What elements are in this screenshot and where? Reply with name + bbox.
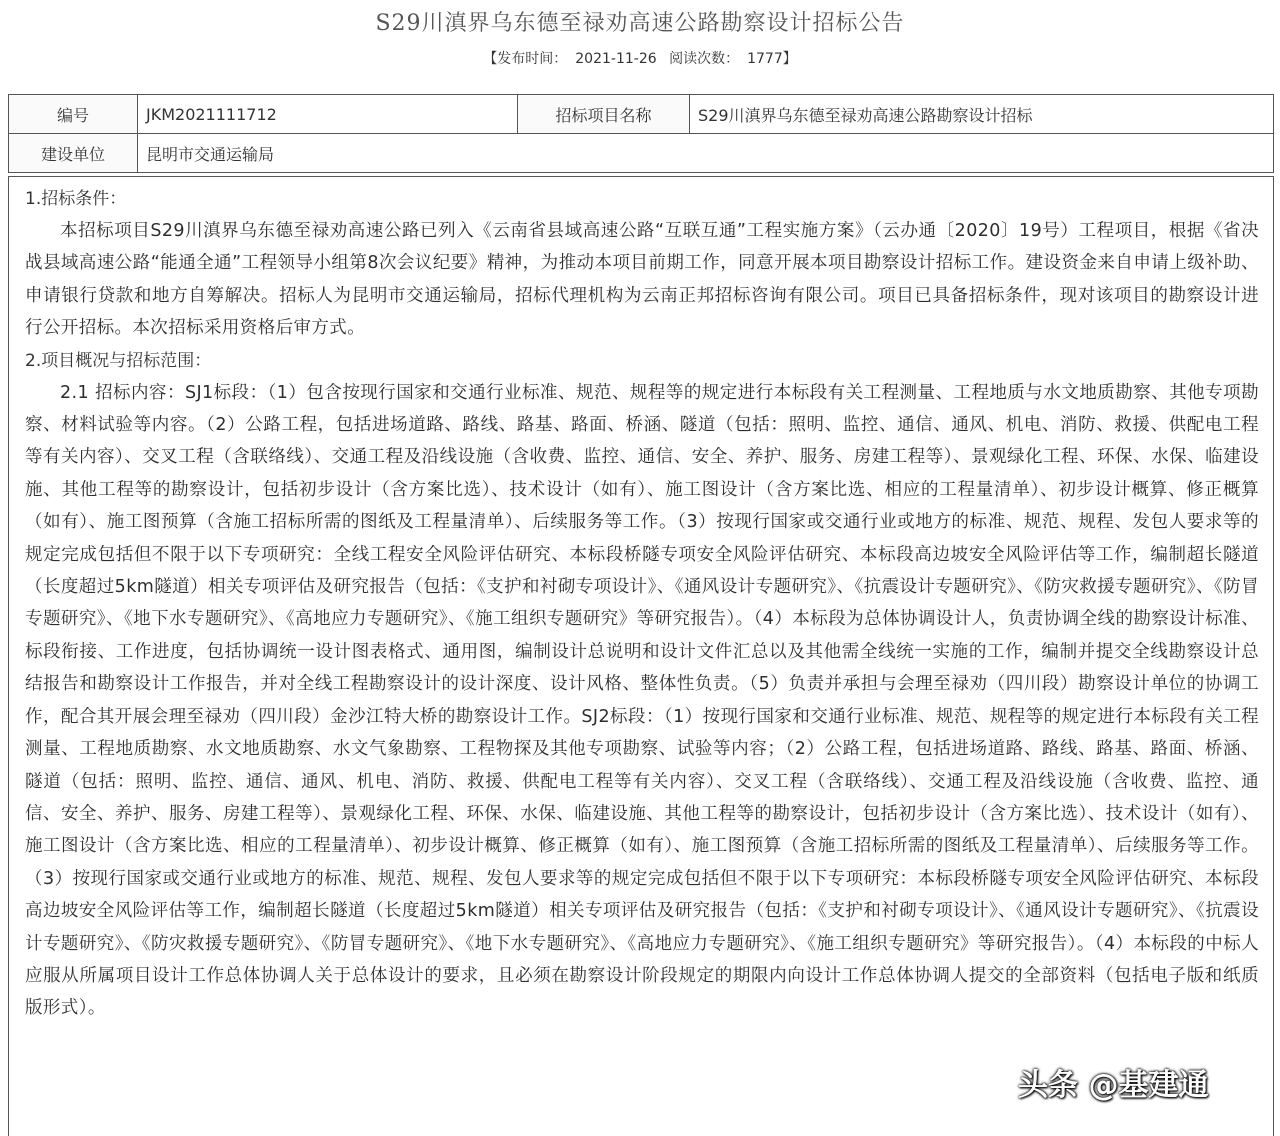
- publish-label: 【发布时间：: [483, 51, 568, 67]
- table-row: [9, 134, 1274, 173]
- project-value: S29川滇界乌东德至禄劝高速公路勘察设计招标: [690, 95, 1274, 134]
- project-label: 招标项目名称: [518, 95, 690, 134]
- section-2-text: 2.1 招标内容：SJ1标段：（1）包含按现行国家和交通行业标准、规范、规程等的规定进行本标段有关工程测量、工程地质与水文地质勘察、其他专项勘察、材料试验等内容。（2）公路工程，包括进场道路、路线、路基、路面、桥涵、隧道（包括：照明、监控、通信、通风、机电、消防、救援、供配电工程等有关内容）、交叉工程（含联络线）、交通工程及沿线设施（含收费、监控、通信、安全、养护、服务、房建工程等）、景观绿化工程、环保、水保、临建设施、其他工程等的勘察设计，包括初步设计（含方案比选）、技术设计（如有）、施工图设计（含方案比选、相应的工程量清单）、初步设计概算、修正概算（如有）、施工图预算（含施工招标所需的图纸及工程量清单）、后续服务等工作。（3）按现行国家或交通行业或地方的标准、规范、规程、发包人要求等的规定完成包括但不限于以下专项研究：全线工程安全风险评估研究、本标段桥隧专项安全风险评估研究、本标段高边坡安全风险评估等工作，编制超长隧道（长度超过5km隧道）相关专项评估及研究报告（包括：《支护和衬砌专项设计》、《通风设计专题研究》、《抗震设计专题研究》、《防灾救援专题研究》、《防冒专题研究》、《地下水专题研究》、《高地应力专题研究》、《施工组织专题研究》等研究报告）。（4）本标段为总体协调设计人，负责协调全线的勘察设计标准、标段衔接、工作进度，包括协调统一设计图表格式、通用图，编制设计总说明和设计文件汇总以及其他需全线统一实施的工作，编制并提交全线勘察设计总结报告和勘察设计工作报告，并对全线工程勘察设计的设计深度、设计风格、整体性负责。（5）负责并承担与会理至禄劝（四川段）勘察设计单位的协调工作，配合其开展会理至禄劝（四川段）金沙江特大桥的勘察设计工作。SJ2标段：（1）按现行国家和交通行业标准、规范、规程等的规定进行本标段有关工程测量、工程地质勘察、水文地质勘察、水文气象勘察、工程物探及其他专项勘察、试验等内容；（2）公路工程，包括进场道路、路线、路基、路面、桥涵、隧道（包括：照明、监控、通信、通风、机电、消防、救援、供配电工程等有关内容）、交叉工程（含联络线）、交通工程及沿线设施（含收费、监控、通信、安全、养护、服务、房建工程等）、景观绿化工程、环保、水保、临建设施、其他工程等的勘察设计，包括初步设计（含方案比选）、技术设计（如有）、施工图设计（含方案比选、相应的工程量清单）、初步设计概算、修正概算（如有）、施工图预算（含施工招标所需的图纸及工程量清单）、后续服务等工作。（3）按现行国家或交通行业或地方的标准、规范、规程、发包人要求等的规定完成包括但不限于以下专项研究：本标段桥隧专项安全风险评估研究、本标段高边坡安全风险评估等工作，编制超长隧道（长度超过5km隧道）相关专项评估及研究报告（包括：《支护和衬砌专项设计》、《通风设计专题研究》、《抗震设计专题研究》、《防灾救援专题研究》、《防冒专题研究》、《地下水专题研究》、《高地应力专题研究》、《施工组织专题研究》等研究报告）。（4）本标段的中标人应服从所属项目设计工作总体协调人关于总体设计的要求，且必须在勘察设计阶段规定的期限内向设计工作总体协调人提交的全部资料（包括电子版和纸质版形式）。: [25, 382, 1259, 1019]
- number-label: 编号: [9, 95, 138, 134]
- section-1-title: 1.招标条件：: [25, 189, 127, 209]
- watermark: 头条 @基建通: [1018, 1068, 1209, 1103]
- table-row: [9, 95, 1274, 134]
- info-table: [8, 94, 1274, 173]
- publish-date: 2021-11-26: [575, 51, 657, 67]
- views-label: 阅读次数：: [669, 51, 740, 67]
- section-2-title: 2.项目概况与招标范围：: [25, 350, 212, 371]
- views-count: 1777】: [747, 51, 797, 67]
- unit-label: 建设单位: [9, 134, 138, 173]
- unit-value: 昆明市交通运输局: [138, 134, 1274, 173]
- announcement-body: [8, 176, 1274, 1136]
- section-1-text: 本招标项目S29川滇界乌东德至禄劝高速公路已列入《云南省县域高速公路“互联互通”工程实施方案》（云办通〔2020〕19号）工程项目，根据《省决战县域高速公路“能通全通”工程领导小组第8次会议纪要》精神，为推动本项目前期工作，同意开展本项目勘察设计招标工作。建设资金来自申请上级补助、申请银行贷款和地方自筹解决。招标人为昆明市交通运输局，招标代理机构为云南正邦招标咨询有限公司。项目已具备招标条件，现对该项目的勘察设计进行公开招标。本次招标采用资格后审方式。: [25, 221, 1259, 339]
- publish-meta: [0, 48, 1280, 68]
- number-value: JKM2021111712: [138, 95, 518, 134]
- page-title: S29川滇界乌东德至禄劝高速公路勘察设计招标公告: [375, 11, 905, 36]
